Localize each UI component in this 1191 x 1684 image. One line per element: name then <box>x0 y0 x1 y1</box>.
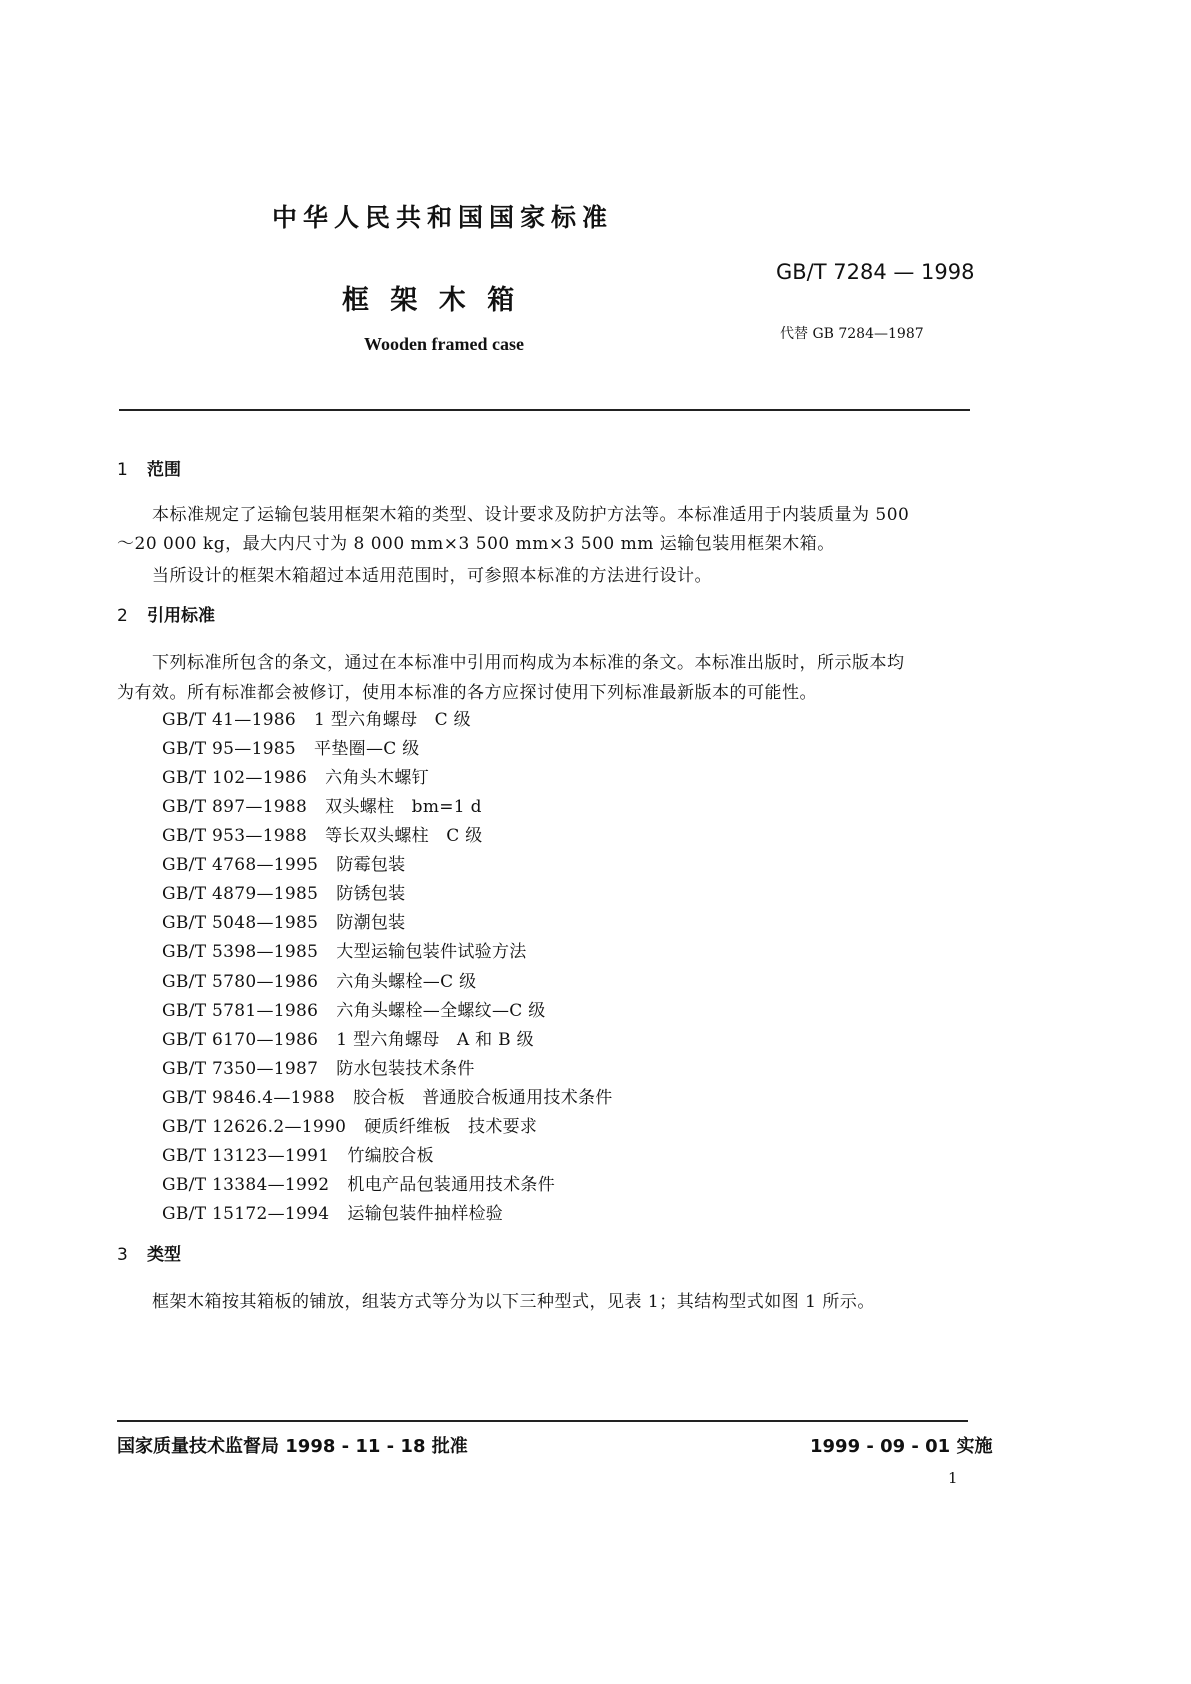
reference-code: GB/T 9846.4—1988 <box>162 1088 336 1108</box>
page-number: 1 <box>948 1469 958 1487</box>
reference-title: 防水包装技术条件 <box>336 1059 475 1079</box>
section-1-heading <box>117 455 181 480</box>
section-2-paragraph-line-1: 下列标准所包含的条文，通过在本标准中引用而构成为本标准的条文。本标准出版时，所示版本均 <box>152 653 905 673</box>
reference-title: 大型运输包装件试验方法 <box>336 942 527 962</box>
reference-code: GB/T 95—1985 <box>162 739 297 759</box>
section-1-paragraph-1-line-1: 本标准规定了运输包装用框架木箱的类型、设计要求及防护方法等。本标准适用于内装质量为 500 <box>152 505 910 525</box>
reference-item <box>162 705 471 730</box>
section-1-paragraph-2: 当所设计的框架木箱超过本适用范围时，可参照本标准的方法进行设计。 <box>152 566 712 586</box>
section-2-paragraph-line-2: 为有效。所有标准都会被修订，使用本标准的各方应探讨使用下列标准最新版本的可能性。 <box>117 683 817 703</box>
header-divider <box>119 409 970 411</box>
footer-divider <box>117 1420 968 1422</box>
reference-title: 1 型六角螺母 A 和 B 级 <box>336 1030 534 1050</box>
reference-code: GB/T 4768—1995 <box>162 855 319 875</box>
reference-code: GB/T 5398—1985 <box>162 942 319 962</box>
reference-title: 六角头螺栓—全螺纹—C 级 <box>336 1001 546 1021</box>
implementation-date: 1999 - 09 - 01 实施 <box>810 1436 993 1457</box>
section-3-heading <box>117 1240 181 1265</box>
section-2-heading <box>117 601 215 626</box>
reference-item <box>162 821 483 846</box>
reference-title: 硬质纤维板 技术要求 <box>364 1117 538 1137</box>
national-standard-heading: 中华人民共和国国家标准 <box>272 203 614 232</box>
reference-title: 运输包装件抽样检验 <box>347 1204 504 1224</box>
reference-code: GB/T 102—1986 <box>162 768 308 788</box>
reference-title: 竹编胶合板 <box>347 1146 434 1166</box>
reference-item <box>162 996 546 1021</box>
section-title: 范围 <box>147 460 181 480</box>
reference-title: 双头螺柱 bm=1 d <box>325 797 482 817</box>
reference-title: 1 型六角螺母 C 级 <box>314 710 471 730</box>
reference-title: 机电产品包装通用技术条件 <box>347 1175 555 1195</box>
reference-item <box>162 1054 475 1079</box>
reference-code: GB/T 7350—1987 <box>162 1059 319 1079</box>
standard-code: GB/T 7284 — 1998 <box>776 260 975 284</box>
approval-statement: 国家质量技术监督局 1998 - 11 - 18 批准 <box>117 1436 468 1457</box>
reference-item <box>162 763 429 788</box>
reference-item <box>162 1083 613 1108</box>
replaces-standard: 代替 GB 7284—1987 <box>780 326 924 342</box>
document-title-english: Wooden framed case <box>364 334 524 354</box>
reference-item <box>162 850 405 875</box>
reference-title: 防霉包装 <box>336 855 406 875</box>
section-number: 2 <box>117 606 128 626</box>
reference-title: 六角头螺栓—C 级 <box>336 972 477 992</box>
reference-item <box>162 937 527 962</box>
reference-item <box>162 734 420 759</box>
section-title: 类型 <box>147 1245 181 1265</box>
reference-code: GB/T 13384—1992 <box>162 1175 330 1195</box>
reference-code: GB/T 897—1988 <box>162 797 308 817</box>
reference-title: 等长双头螺柱 C 级 <box>325 826 483 846</box>
reference-item <box>162 1112 537 1137</box>
reference-code: GB/T 5781—1986 <box>162 1001 319 1021</box>
reference-code: GB/T 13123—1991 <box>162 1146 330 1166</box>
reference-title: 防潮包装 <box>336 913 406 933</box>
section-number: 3 <box>117 1245 128 1265</box>
document-title: 框 架 木 箱 <box>342 285 521 316</box>
reference-code: GB/T 5048—1985 <box>162 913 319 933</box>
reference-code: GB/T 6170—1986 <box>162 1030 319 1050</box>
reference-code: GB/T 15172—1994 <box>162 1204 330 1224</box>
reference-item <box>162 1141 434 1166</box>
reference-item <box>162 1025 534 1050</box>
reference-title: 六角头木螺钉 <box>325 768 429 788</box>
reference-title: 防锈包装 <box>336 884 406 904</box>
reference-code: GB/T 4879—1985 <box>162 884 319 904</box>
reference-item <box>162 879 405 904</box>
reference-item <box>162 1170 555 1195</box>
reference-title: 平垫圈—C 级 <box>314 739 420 759</box>
reference-item <box>162 967 476 992</box>
reference-item <box>162 792 482 817</box>
section-3-paragraph: 框架木箱按其箱板的铺放，组装方式等分为以下三种型式，见表 1；其结构型式如图 1 所示。 <box>152 1292 875 1312</box>
reference-code: GB/T 12626.2—1990 <box>162 1117 347 1137</box>
section-number: 1 <box>117 460 128 480</box>
reference-code: GB/T 953—1988 <box>162 826 308 846</box>
section-1-paragraph-1-line-2: ～20 000 kg，最大内尺寸为 8 000 mm×3 500 mm×3 500 mm 运输包装用框架木箱。 <box>117 534 835 554</box>
reference-code: GB/T 5780—1986 <box>162 972 319 992</box>
reference-code: GB/T 41—1986 <box>162 710 297 730</box>
reference-title: 胶合板 普通胶合板通用技术条件 <box>353 1088 613 1108</box>
reference-item <box>162 908 405 933</box>
section-title: 引用标准 <box>147 606 215 626</box>
reference-item <box>162 1199 503 1224</box>
